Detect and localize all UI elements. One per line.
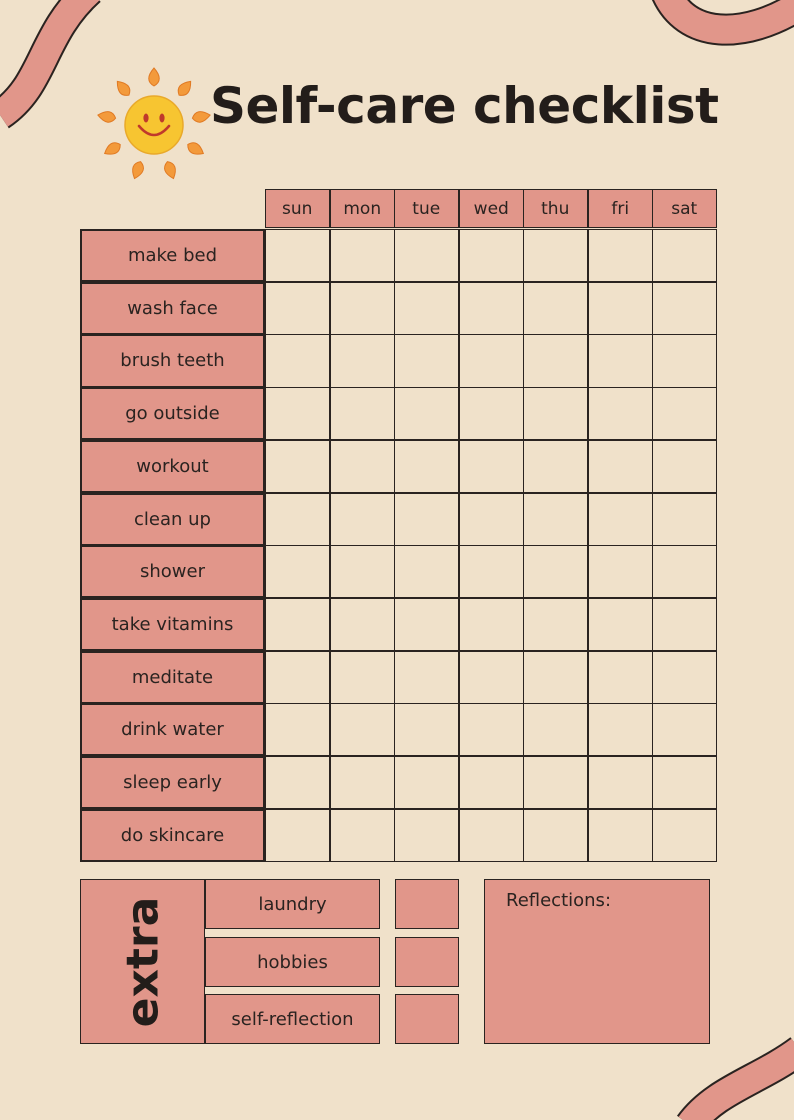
check-box-mon[interactable]: [330, 493, 395, 546]
check-box-wed[interactable]: [459, 387, 524, 440]
check-box-thu[interactable]: [523, 809, 588, 862]
reflections-label: Reflections:: [506, 890, 612, 911]
check-box-tue[interactable]: [394, 545, 459, 598]
check-box-thu[interactable]: [523, 387, 588, 440]
task-label: meditate: [80, 651, 265, 704]
check-box-mon[interactable]: [330, 598, 395, 651]
check-box-sat[interactable]: [652, 651, 717, 704]
check-box-thu[interactable]: [523, 334, 588, 387]
task-label: wash face: [80, 282, 265, 335]
check-box-thu[interactable]: [523, 651, 588, 704]
task-label: take vitamins: [80, 598, 265, 651]
day-header-sat: sat: [652, 189, 717, 228]
check-box-wed[interactable]: [459, 651, 524, 704]
task-label: shower: [80, 545, 265, 598]
check-box-wed[interactable]: [459, 545, 524, 598]
check-box-mon[interactable]: [330, 545, 395, 598]
task-label: drink water: [80, 703, 265, 756]
extra-check-box[interactable]: [395, 994, 459, 1044]
check-box-sat[interactable]: [652, 756, 717, 809]
check-box-sun[interactable]: [265, 756, 330, 809]
check-box-fri[interactable]: [588, 756, 653, 809]
check-box-tue[interactable]: [394, 440, 459, 493]
check-box-wed[interactable]: [459, 229, 524, 282]
check-box-fri[interactable]: [588, 334, 653, 387]
day-header-fri: fri: [588, 189, 653, 228]
check-box-mon[interactable]: [330, 651, 395, 704]
check-box-sun[interactable]: [265, 493, 330, 546]
check-box-sun[interactable]: [265, 651, 330, 704]
check-box-thu[interactable]: [523, 598, 588, 651]
check-box-mon[interactable]: [330, 703, 395, 756]
day-header-tue: tue: [394, 189, 459, 228]
task-label: go outside: [80, 387, 265, 440]
check-box-sat[interactable]: [652, 282, 717, 335]
check-box-fri[interactable]: [588, 282, 653, 335]
day-header-mon: mon: [330, 189, 395, 228]
check-box-wed[interactable]: [459, 809, 524, 862]
check-box-thu[interactable]: [523, 229, 588, 282]
check-box-sun[interactable]: [265, 809, 330, 862]
check-box-mon[interactable]: [330, 440, 395, 493]
check-box-sat[interactable]: [652, 334, 717, 387]
extra-item-label: laundry: [205, 879, 380, 929]
check-box-fri[interactable]: [588, 387, 653, 440]
check-box-fri[interactable]: [588, 493, 653, 546]
check-box-sat[interactable]: [652, 440, 717, 493]
check-box-sun[interactable]: [265, 703, 330, 756]
check-box-mon[interactable]: [330, 756, 395, 809]
check-box-wed[interactable]: [459, 282, 524, 335]
extra-section-heading: [80, 879, 205, 1044]
day-header-thu: thu: [523, 189, 588, 228]
check-box-tue[interactable]: [394, 387, 459, 440]
check-box-tue[interactable]: [394, 756, 459, 809]
extra-heading-text: extra: [117, 896, 168, 1027]
smiling-sun-icon: [95, 66, 213, 184]
check-box-thu[interactable]: [523, 282, 588, 335]
check-box-tue[interactable]: [394, 809, 459, 862]
check-box-fri[interactable]: [588, 440, 653, 493]
check-box-mon[interactable]: [330, 282, 395, 335]
reflections-box[interactable]: [484, 879, 710, 1044]
check-box-tue[interactable]: [394, 493, 459, 546]
check-box-thu[interactable]: [523, 756, 588, 809]
task-label: brush teeth: [80, 334, 265, 387]
check-box-sun[interactable]: [265, 334, 330, 387]
check-box-tue[interactable]: [394, 651, 459, 704]
check-box-sun[interactable]: [265, 545, 330, 598]
check-box-sun[interactable]: [265, 598, 330, 651]
check-box-thu[interactable]: [523, 493, 588, 546]
check-box-sat[interactable]: [652, 545, 717, 598]
check-box-wed[interactable]: [459, 756, 524, 809]
check-box-fri[interactable]: [588, 545, 653, 598]
check-box-fri[interactable]: [588, 809, 653, 862]
check-box-tue[interactable]: [394, 334, 459, 387]
task-label: sleep early: [80, 756, 265, 809]
check-box-fri[interactable]: [588, 229, 653, 282]
check-box-wed[interactable]: [459, 598, 524, 651]
task-label: workout: [80, 440, 265, 493]
extra-item-label: hobbies: [205, 937, 380, 987]
day-header-wed: wed: [459, 189, 524, 228]
extra-check-box[interactable]: [395, 937, 459, 987]
check-box-sun[interactable]: [265, 387, 330, 440]
check-box-wed[interactable]: [459, 493, 524, 546]
check-box-sat[interactable]: [652, 493, 717, 546]
check-box-mon[interactable]: [330, 809, 395, 862]
task-label: do skincare: [80, 809, 265, 862]
extra-check-box[interactable]: [395, 879, 459, 929]
check-box-tue[interactable]: [394, 229, 459, 282]
task-label: clean up: [80, 493, 265, 546]
check-box-tue[interactable]: [394, 282, 459, 335]
check-box-wed[interactable]: [459, 703, 524, 756]
page-title: Self-care checklist: [210, 77, 719, 135]
day-header-sun: sun: [265, 189, 330, 228]
check-box-thu[interactable]: [523, 440, 588, 493]
check-box-wed[interactable]: [459, 334, 524, 387]
check-box-tue[interactable]: [394, 598, 459, 651]
check-box-sun[interactable]: [265, 229, 330, 282]
check-box-wed[interactable]: [459, 440, 524, 493]
check-box-sun[interactable]: [265, 282, 330, 335]
check-box-sat[interactable]: [652, 229, 717, 282]
check-box-sat[interactable]: [652, 703, 717, 756]
check-box-fri[interactable]: [588, 703, 653, 756]
check-box-sat[interactable]: [652, 387, 717, 440]
extra-item-label: self-reflection: [205, 994, 380, 1044]
check-box-thu[interactable]: [523, 703, 588, 756]
check-box-fri[interactable]: [588, 598, 653, 651]
check-box-thu[interactable]: [523, 545, 588, 598]
check-box-mon[interactable]: [330, 334, 395, 387]
check-box-mon[interactable]: [330, 387, 395, 440]
check-box-tue[interactable]: [394, 703, 459, 756]
task-label: make bed: [80, 229, 265, 282]
check-box-sat[interactable]: [652, 809, 717, 862]
check-box-mon[interactable]: [330, 229, 395, 282]
check-box-fri[interactable]: [588, 651, 653, 704]
check-box-sun[interactable]: [265, 440, 330, 493]
check-box-sat[interactable]: [652, 598, 717, 651]
